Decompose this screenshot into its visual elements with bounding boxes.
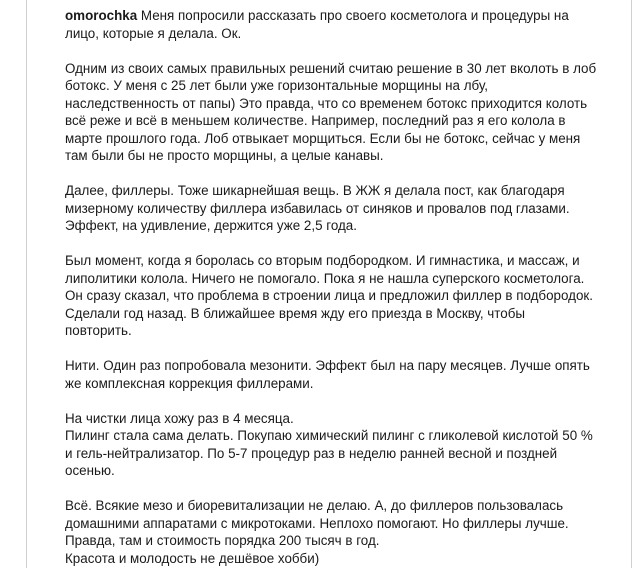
- author-name[interactable]: omorochka: [65, 8, 138, 23]
- text-line: же комплексная коррекция филлерами.: [65, 375, 314, 391]
- intro-text: Меня попросили рассказать про своего косметолога и процедуры на: [137, 8, 569, 23]
- paragraph-threads: [65, 357, 625, 392]
- text-line: там были бы не просто морщины, а целые канавы.: [65, 148, 384, 163]
- text-line: На чистки лица хожу раз в 4 месяца.: [65, 410, 294, 426]
- text-line: Правда, там и стоимость порядка 200 тысяч в год.: [65, 533, 380, 548]
- text-line: наследственность от папы) Это правда, что со временем ботокс приходится колоть: [65, 95, 588, 111]
- paragraph-fillers: [65, 182, 625, 235]
- text-line: Всё. Всякие мезо и биоревитализации не делаю. А, до филлеров пользовалась: [65, 498, 564, 513]
- text-line: Был момент, когда я боролась со вторым подбородком. И гимнастика, и массаж, и: [65, 253, 580, 268]
- text-line: всё реже и всё в меньшем количестве. Например, последний раз я его колола в: [65, 113, 566, 128]
- text-line: осенью.: [65, 463, 115, 478]
- text-line: и гель-нейтрализатор. По 5-7 процедур раз в неделю ранней весной и поздней: [65, 445, 558, 461]
- text-line: домашними аппаратами с микротоками. Неплохо помогают. Но филлеры лучше.: [65, 515, 569, 531]
- post-body: [26, 0, 632, 568]
- intro-line: лицо, которые я делала. Ок.: [65, 25, 242, 41]
- text-line: липолитики колола. Ничего не помогало. Пока я не нашла суперского косметолога.: [65, 270, 585, 286]
- paragraph-peeling: [65, 410, 625, 480]
- paragraph-botox: [65, 60, 625, 165]
- text-line: Красота и молодость не дешёвое хобби): [65, 550, 320, 566]
- post-intro: [65, 7, 625, 42]
- text-line: мизерному количеству филлера избавилась от синяков и провалов под глазами.: [65, 200, 570, 216]
- text-line: Далее, филлеры. Тоже шикарнейшая вещь. В ЖЖ я делала пост, как благодаря: [65, 183, 565, 198]
- text-line: ботокс. У меня с 25 лет были уже горизонтальные морщины на лбу,: [65, 78, 488, 93]
- text-line: повторить.: [65, 323, 132, 338]
- paragraph-chin: [65, 252, 625, 340]
- text-line: Он сразу сказал, что проблема в строении лица и предложил филлер в подбородок.: [65, 288, 593, 303]
- paragraph-conclusion: [65, 497, 625, 567]
- text-line: марте прошлого года. Лоб отвыкает морщиться. Если бы не ботокс, сейчас у меня: [65, 130, 581, 146]
- intro-line: [65, 7, 625, 25]
- text-line: Нити. Один раз попробовала мезонити. Эффект был на пару месяцев. Лучше опять: [65, 358, 590, 373]
- text-line: Пилинг стала сама делать. Покупаю химический пилинг с гликолевой кислотой 50 %: [65, 428, 593, 443]
- text-line: Сделали год назад. В ближайшее время жду его приезда в Москву, чтобы: [65, 305, 526, 321]
- text-line: Эффект, на удивление, держится уже 2,5 года.: [65, 218, 357, 233]
- text-line: Одним из своих самых правильных решений считаю решение в 30 лет вколоть в лоб: [65, 60, 597, 76]
